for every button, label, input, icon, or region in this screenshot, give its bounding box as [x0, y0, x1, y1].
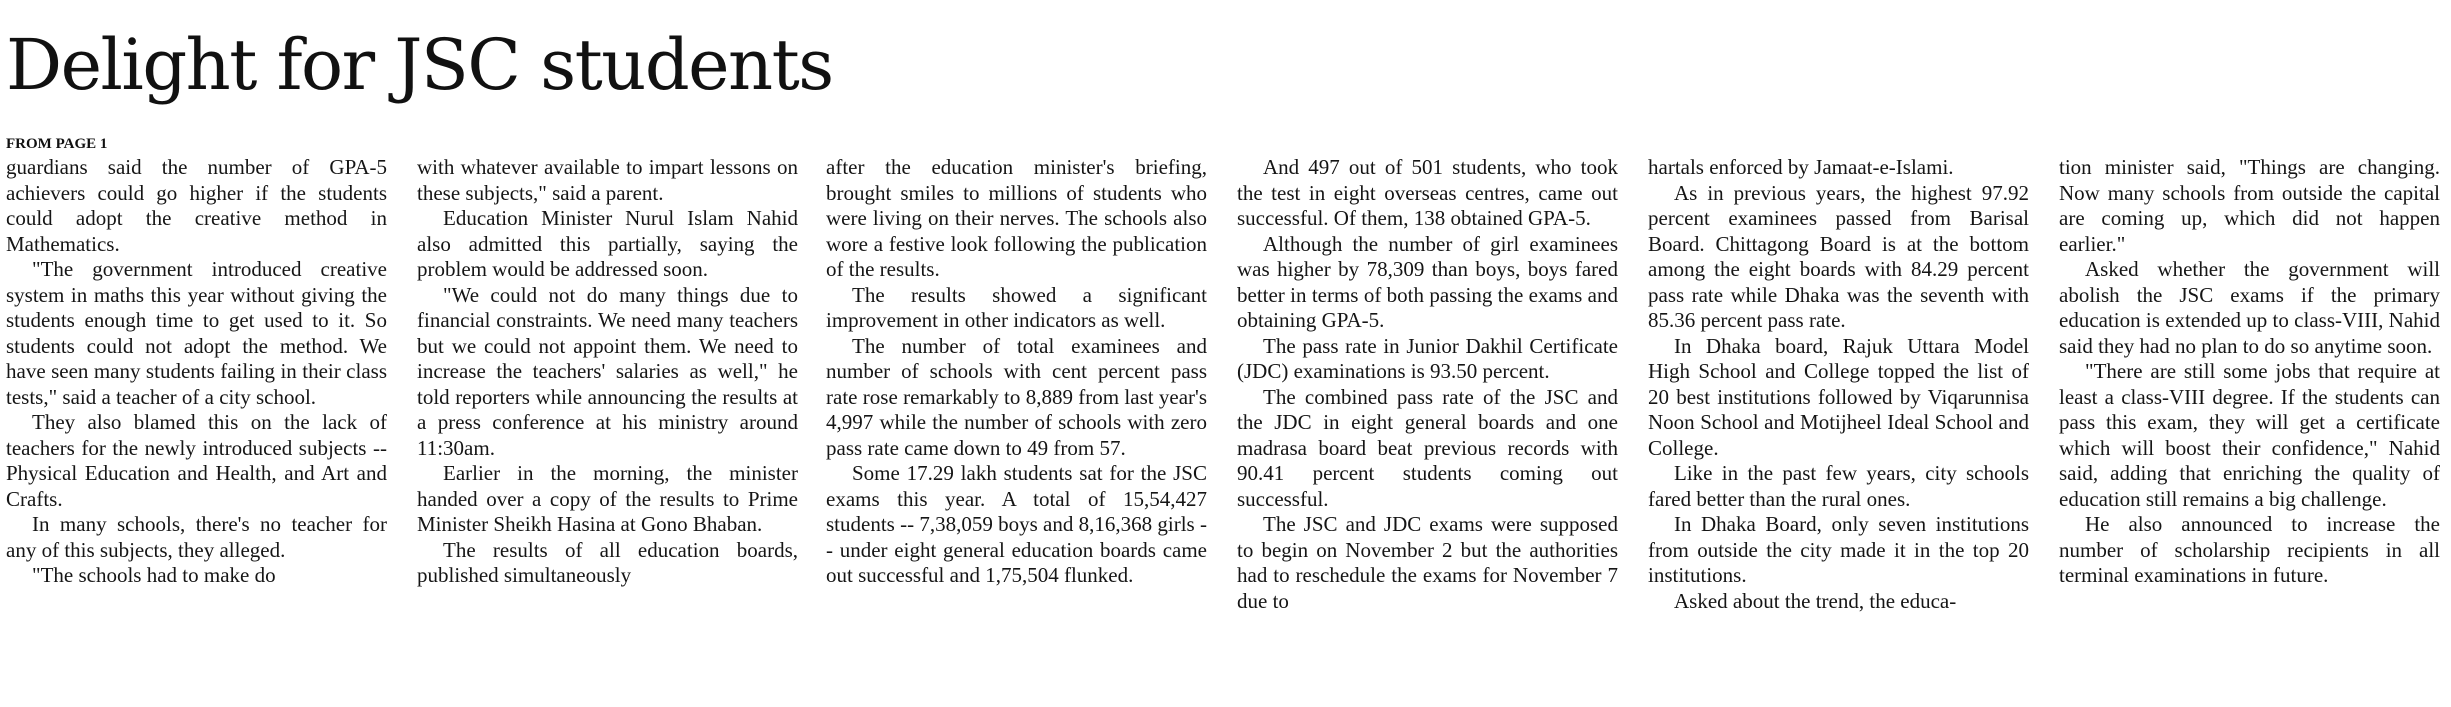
- article-column-2: [417, 155, 798, 707]
- paragraph: "The schools had to make do: [32, 563, 276, 587]
- paragraph: He also announced to increase the number of scholarship recipients in all terminal examinations in future.: [2059, 512, 2440, 587]
- headline: Delight for JSC students: [6, 24, 833, 106]
- article-column-5: [1648, 155, 2029, 707]
- paragraph: They also blamed this on the lack of teachers for the newly introduced subjects -- Physical Education and Health, and Art and Crafts.: [6, 410, 387, 511]
- paragraph: "There are still some jobs that require at least a class-VIII degree. If the students can pass this exam, they will get a certificate which will boost their confidence," Nahid said, adding that enriching the quality of education still remains a big challenge.: [2059, 359, 2440, 511]
- paragraph: "The government introduced creative system in maths this year without giving the students enough time to get used to it. So students could not adopt the method. We have seen many students failing in their class tests," said a teacher of a city school.: [6, 257, 387, 409]
- paragraph: The pass rate in Junior Dakhil Certificate (JDC) examinations is 93.50 percent.: [1237, 333, 1618, 383]
- article-column-1: [6, 155, 387, 707]
- article-column-4: [1237, 155, 1618, 707]
- paragraph: The results showed a significant improvement in other indicators as well.: [826, 282, 1207, 332]
- paragraph: As in previous years, the highest 97.92 percent examinees passed from Barisal Board. Chittagong Board is at the bottom among the eight boards with 84.29 percent pass rate while Dhaka was the seventh with 85.36 percent pass rate.: [1648, 180, 2029, 332]
- paragraph: with whatever available to impart lessons on these subjects," said a parent.: [417, 155, 798, 205]
- paragraph: And 497 out of 501 students, who took the test in eight overseas centres, came out successful. Of them, 138 obtained GPA-5.: [1237, 155, 1618, 230]
- continuation-kicker: FROM PAGE 1: [6, 136, 108, 152]
- paragraph: Asked whether the government will abolish the JSC exams if the primary education is extended up to class-VIII, Nahid said they had no plan to do so anytime soon.: [2059, 257, 2440, 358]
- paragraph: The JSC and JDC exams were supposed to begin on November 2 but the authorities had to reschedule the exams for November 7 due to: [1237, 512, 1618, 613]
- paragraph: "We could not do many things due to financial constraints. We need many teachers but we could not appoint them. We need to increase the teachers' salaries as well," he told reporters while announcing the results at a press conference at his ministry around 11:30am.: [417, 282, 798, 460]
- paragraph: The number of total examinees and number of schools with cent percent pass rate rose remarkably to 8,889 from last year's 4,997 while the number of schools with zero pass rate came down to 49 from 57.: [826, 333, 1207, 460]
- paragraph: guardians said the number of GPA-5 achievers could go higher if the students could adopt the creative method in Mathematics.: [6, 155, 387, 256]
- paragraph: after the education minister's briefing, brought smiles to millions of students who were living on their nerves. The schools also wore a festive look following the publication of the results.: [826, 155, 1207, 281]
- article-column-6: [2059, 155, 2440, 707]
- paragraph: Although the number of girl examinees was higher by 78,309 than boys, boys fared better in terms of both passing the exams and obtaining GPA-5.: [1237, 231, 1618, 332]
- article-column-3: [826, 155, 1207, 707]
- paragraph: tion minister said, "Things are changing. Now many schools from outside the capital are coming up, which did not happen earlier.": [2059, 155, 2440, 256]
- paragraph: hartals enforced by Jamaat-e-Islami.: [1648, 155, 1954, 179]
- paragraph: Earlier in the morning, the minister handed over a copy of the results to Prime Minister Sheikh Hasina at Gono Bhaban.: [417, 461, 798, 536]
- paragraph: The results of all education boards, published simultaneously: [417, 537, 798, 587]
- paragraph: Education Minister Nurul Islam Nahid also admitted this partially, saying the problem would be addressed soon.: [417, 206, 798, 281]
- paragraph: In many schools, there's no teacher for any of this subjects, they alleged.: [6, 512, 387, 562]
- paragraph: In Dhaka Board, only seven institutions from outside the city made it in the top 20 institutions.: [1648, 512, 2029, 587]
- paragraph: Like in the past few years, city schools fared better than the rural ones.: [1648, 461, 2029, 511]
- paragraph: Some 17.29 lakh students sat for the JSC exams this year. A total of 15,54,427 students -- 7,38,059 boys and 8,16,368 girls -- under eight general education boards came out successful and 1,75,504 flunked.: [826, 461, 1207, 587]
- paragraph: In Dhaka board, Rajuk Uttara Model High School and College topped the list of 20 best institutions followed by Viqarunnisa Noon School and Motijheel Ideal School and College.: [1648, 333, 2029, 460]
- paragraph: Asked about the trend, the educa-: [1674, 588, 1957, 613]
- paragraph: The combined pass rate of the JSC and the JDC in eight general boards and one madrasa board beat previous records with 90.41 percent students coming out successful.: [1237, 384, 1618, 511]
